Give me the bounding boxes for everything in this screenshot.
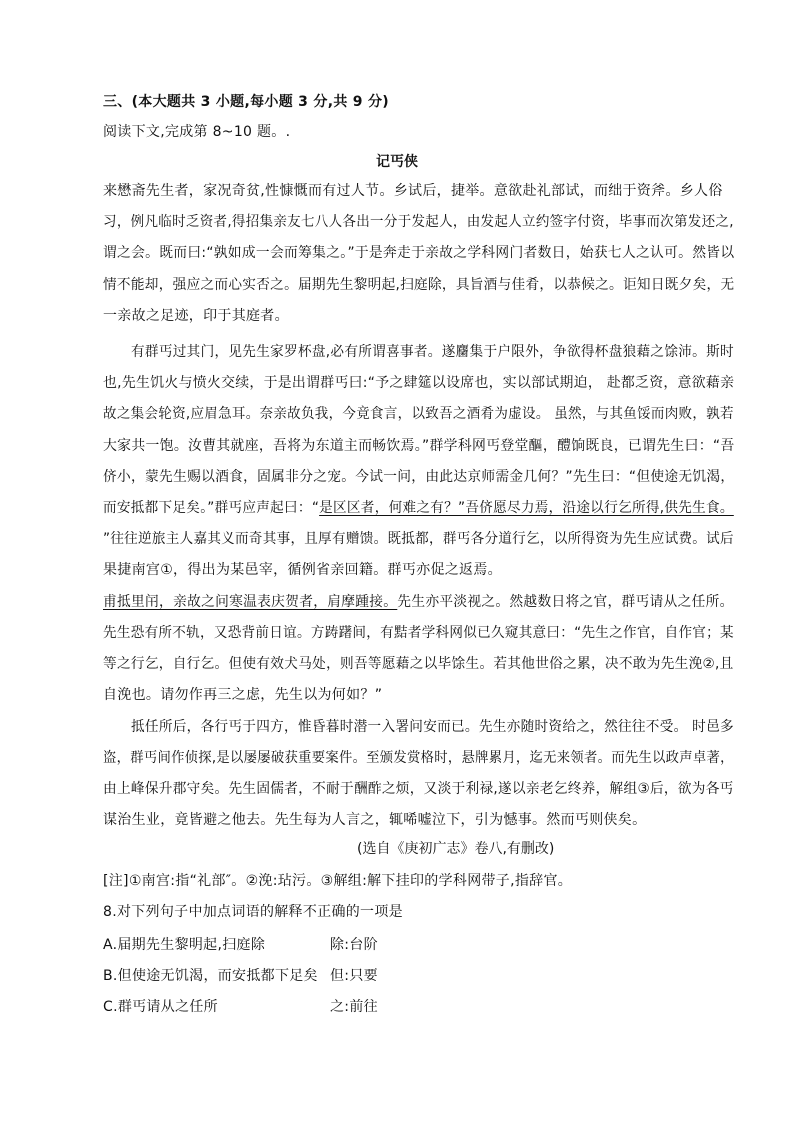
- passage-line: 侪小，蒙先生赐以酒食，固属非分之宠。今试一问，由此达京师需金几何？”先生曰：“但使途无饥渴，: [103, 469, 735, 485]
- passage-text: 而安抵都下足矣。”群丐应声起曰：“: [103, 500, 320, 516]
- passage-line: 一亲故之足迹，印于其庭者。: [103, 308, 289, 324]
- instruction: 阅读下文,完成第 8~10 题。.: [103, 124, 291, 140]
- passage-line: 自浼也。请勿作再三之虑，先生以为何如？”: [103, 687, 383, 703]
- passage-text: 先生亦平淡视之。然越数日将之官，群丐请从之任所。: [397, 594, 734, 610]
- option-c-gloss: 之:前往: [330, 999, 378, 1015]
- passage-line: 有群丐过其门，见先生家罗杯盘,必有所谓喜事者。遂麕集于户限外，争欲得杯盘狼藉之馀沛。斯时: [131, 344, 734, 360]
- passage-line: 果捷南宫①，得出为某邑宰，循例省亲回籍。群丐亦促之返焉。: [103, 562, 502, 578]
- passage-line: [103, 592, 734, 612]
- passage-line: 抵任所后，各行丐于四方，惟昏暮时潜一入署问安而已。先生亦随时资给之，然往往不受。 时邑多: [131, 719, 734, 735]
- passage-line: [103, 498, 734, 518]
- passage-line: ”往往逆旅主人嘉其义而奇其事，且厚有赠馈。既抵都，群丐各分道行乞，以所得资为先生应试费。试后: [103, 531, 734, 547]
- passage-line: 大家共一饱。汝曹其就座，吾将为东道主而畅饮焉。”群学科网丐登堂醧，醴饷既良，已谓先生曰：“吾: [103, 438, 735, 454]
- underlined-sentence: 是区区者，何难之有？”吾侪愿尽力焉，沿途以行乞所得,供先生食。: [319, 500, 734, 516]
- passage-line: 先生恐有所不轨，又恐背前日谊。方踌躇间，有黠者学科网似已久窥其意曰：“先生之作官，自作官；某: [103, 625, 734, 641]
- passage-line: 也,先生饥火与愤火交续，于是出谓群丐曰:“予之肆筵以设席也，实以部试期迫， 赴都乏资，意欲藉亲: [103, 375, 735, 391]
- footnote: [注]①南宫:指“礼部″。②浼:玷污。③解组:解下挂印的学科网带子,指辞官。: [103, 873, 573, 889]
- passage-line: 谋治生业，竟皆避之他去。先生每为人言之，辄唏嘘泣下，引为憾事。然而丐则侠矣。: [103, 812, 647, 828]
- passage-line: 由上峰保升郡守矣。先生固儒者，不耐于酬酢之烦，又淡于利禄,遂以亲老乞终养，解组③后，欲为各丐: [103, 781, 734, 797]
- option-a-gloss: 除:台阶: [330, 937, 378, 953]
- passage-line: 故之集会轮资,应眉急耳。奈亲故负我，今竟食言，以致吾之酒肴为虚设。 虽然，与其鱼馁而肉败，孰若: [103, 406, 734, 422]
- passage-line: 盗，群丐间作侦探,是以屡屡破获重要案件。至颁发赏格时，悬牌累月，迄无来领者。而先生以政声卓著，: [103, 750, 734, 766]
- passage-line: 谓之会。既而曰:“孰如成一会而筹集之。”于是奔走于亲故之学科网门者数日，始获七人之认可。然皆以: [103, 245, 735, 261]
- option-a-sentence: A.届期先生黎明起,扫庭除: [103, 937, 266, 953]
- option-c-sentence: C.群丐请从之任所: [103, 999, 218, 1015]
- source-citation: (选自《庚初广志》卷八,有删改): [357, 841, 555, 857]
- passage-line: 习，例凡临时乏资者,得招集亲友七八人各出一分于发起人，由发起人立约签字付资，毕事而次第发还之,: [103, 214, 734, 230]
- passage-line: 等之行乞，自行乞。但使有效犬马处，则吾等愿藉之以毕馀生。若其他世俗之累，决不敢为先生浼②,且: [103, 656, 734, 672]
- passage-line: 来懋斋先生者，家况奇贫,性慷慨而有过人节。乡试后，捷举。意欲赴礼部试，而绌于资斧。乡人俗: [103, 183, 723, 199]
- section-header: 三、(本大题共 3 小题,每小题 3 分,共 9 分): [103, 94, 390, 110]
- passage-title: 记丐侠: [376, 154, 418, 170]
- option-b-sentence: B.但使途无饥渴，而安抵都下足矣: [103, 968, 318, 984]
- option-b-gloss: 但:只要: [330, 968, 378, 984]
- underlined-sentence: 甫抵里闬，亲故之问寒温表庆贺者，肩摩踵接。: [103, 594, 398, 610]
- question-stem: 8.对下列句子中加点词语的解释不正确的一项是: [103, 904, 403, 920]
- passage-line: 情不能却，强应之而心实否之。届期先生黎明起,扫庭除，具旨酒与佳肴，以恭候之。讵知日既夕矣，无: [103, 277, 735, 293]
